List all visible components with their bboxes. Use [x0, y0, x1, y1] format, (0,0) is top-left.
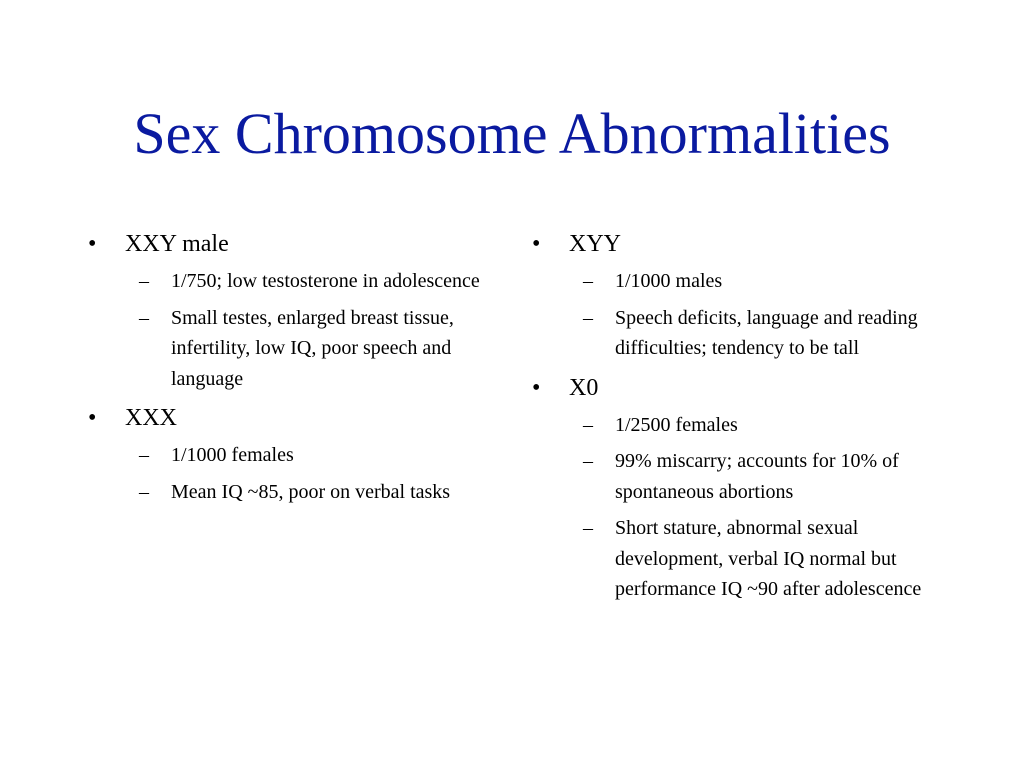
sub-item-text: Small testes, enlarged breast tissue, infertility, low IQ, poor speech and language — [171, 306, 454, 390]
bullet-marker: • — [532, 231, 541, 257]
left-column — [88, 228, 508, 513]
sub-list — [532, 410, 952, 605]
bullet-marker: • — [88, 405, 97, 431]
bullet-group-x0 — [532, 372, 952, 605]
dash-marker: – — [583, 306, 593, 329]
dash-marker: – — [139, 306, 149, 329]
sub-item — [88, 303, 508, 395]
bullet-group-xxx — [88, 402, 508, 507]
sub-item — [88, 266, 508, 297]
sub-item — [532, 303, 952, 364]
bullet-heading: X0 — [569, 374, 599, 401]
sub-item-text: 1/750; low testosterone in adolescence — [171, 270, 480, 292]
sub-item-text: 1/1000 females — [171, 444, 294, 466]
bullet-heading: XYY — [569, 231, 621, 257]
sub-list — [88, 266, 508, 394]
sub-list — [532, 266, 952, 364]
sub-item-text: Short stature, abnormal sexual development, verbal IQ normal but performance IQ ~90 after adolescence — [615, 517, 922, 600]
sub-item-text: 99% miscarry; accounts for 10% of spontaneous abortions — [615, 450, 899, 503]
bullet-item — [532, 372, 952, 404]
slide-title: Sex Chromosome Abnormalities — [133, 101, 891, 166]
bullet-item — [88, 402, 508, 434]
sub-item-text: Speech deficits, language and reading difficulties; tendency to be tall — [615, 306, 918, 359]
sub-item-text: Mean IQ ~85, poor on verbal tasks — [171, 480, 451, 503]
bullet-group-xyy — [532, 228, 952, 364]
sub-list — [88, 440, 508, 507]
sub-item-text: 1/2500 females — [615, 413, 738, 436]
bullet-marker: • — [532, 374, 541, 401]
dash-marker: – — [139, 444, 149, 466]
dash-marker: – — [583, 517, 593, 539]
sub-item-text: 1/1000 males — [615, 270, 723, 292]
dash-marker: – — [583, 270, 593, 292]
bullet-item — [532, 228, 952, 260]
sub-item — [532, 446, 952, 507]
sub-item — [88, 477, 508, 508]
dash-marker: – — [583, 413, 593, 436]
sub-item — [532, 513, 952, 605]
sub-item — [532, 410, 952, 441]
bullet-heading: XXX — [125, 405, 177, 431]
bullet-heading: XXY male — [125, 231, 229, 257]
dash-marker: – — [583, 450, 593, 472]
bullet-marker: • — [88, 231, 97, 257]
bullet-item — [88, 228, 508, 260]
bullet-group-xxy — [88, 228, 508, 394]
sub-item — [532, 266, 952, 297]
dash-marker: – — [139, 270, 149, 292]
sub-item — [88, 440, 508, 471]
right-column — [532, 228, 952, 611]
dash-marker: – — [139, 480, 149, 503]
